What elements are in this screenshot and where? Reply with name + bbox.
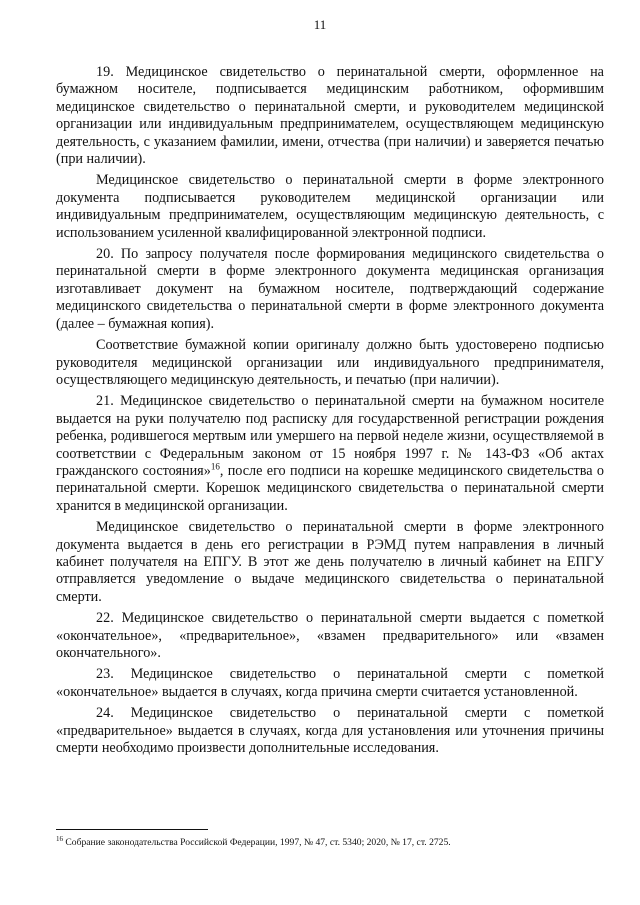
paragraph-21-text-after: , после его подписи на корешке медицинского свидетельства о перинатальной смерти. Корешок медицинского свидетельства о перинатальной смерти хранится в медицинской организации. <box>56 462 604 514</box>
paragraph-20: 20. По запросу получателя после формирования медицинского свидетельства о перинатальной смерти в форме электронного документа медицинская организация изготавливает документ на бумажном носителе, подтверждающий содержание медицинского свидетельства о перинатальной смерти в форме электронного документа (далее – бумажная копия). <box>56 246 604 332</box>
paragraph-23: 23. Медицинское свидетельство о перинатальной смерти с пометкой «окончательное» выдается в случаях, когда причина смерти считается установленной. <box>56 666 604 700</box>
footnote <box>56 834 604 849</box>
paragraph-21-electronic: Медицинское свидетельство о перинатальной смерти в форме электронного документа выдается в день его регистрации в РЭМД путем направления в личный кабинет получателя на ЕПГУ. В этот же день получателю в личный кабинет на ЕПГУ отправляется уведомление о выдаче медицинского свидетельства о перинатальной смерти. <box>56 519 604 605</box>
paragraph-22: 22. Медицинское свидетельство о перинатальной смерти выдается с пометкой «окончательное», «предварительное», «взамен предварительного» или «взамен окончательного». <box>56 610 604 661</box>
paragraph-21 <box>56 393 604 515</box>
paragraph-21-text: 21. Медицинское свидетельство о перинатальной смерти на бумажном носителе выдается на руки получателю под расписку для государственной регистрации рождения ребенка, родившегося мертвым или умершего на первой неделе жизни, осуществляемой в соответствии с Федеральным законом от 15 ноября 1997 г. № 143-ФЗ «Об актах гражданского состояния» <box>56 393 604 479</box>
paragraph-20-paper-copy: Соответствие бумажной копии оригиналу должно быть удостоверено подписью руководителя медицинской организации или индивидуального предпринимателя, осуществляющего медицинскую деятельность, и печатью (при наличии). <box>56 337 604 388</box>
footnote-reference: 16 <box>210 461 220 472</box>
document-body <box>56 64 604 761</box>
footnote-divider <box>56 829 208 830</box>
footnote-text: Собрание законодательства Российской Федерации, 1997, № 47, ст. 5340; 2020, № 17, ст. 2725. <box>63 837 451 848</box>
footnote-mark: 16 <box>56 834 63 843</box>
paragraph-19-electronic: Медицинское свидетельство о перинатальной смерти в форме электронного документа подписывается руководителем медицинской организации или индивидуальным предпринимателем, осуществляющим медицинскую деятельность, с использованием усиленной квалифицированной электронной подписи. <box>56 172 604 241</box>
paragraph-24: 24. Медицинское свидетельство о перинатальной смерти с пометкой «предварительное» выдается в случаях, когда для установления или уточнения причины смерти необходимо произвести дополнительные исследования. <box>56 705 604 757</box>
paragraph-19: 19. Медицинское свидетельство о перинатальной смерти, оформленное на бумажном носителе, подписывается медицинским работником, оформившим медицинское свидетельство о перинатальной смерти, и руководителем медицинской организации или индивидуальным предпринимателем, осуществляющем медицинскую деятельность, с указанием фамилии, имени, отчества (при наличии) и заверяется печатью (при наличии). <box>56 64 604 168</box>
page-number: 11 <box>313 17 327 32</box>
